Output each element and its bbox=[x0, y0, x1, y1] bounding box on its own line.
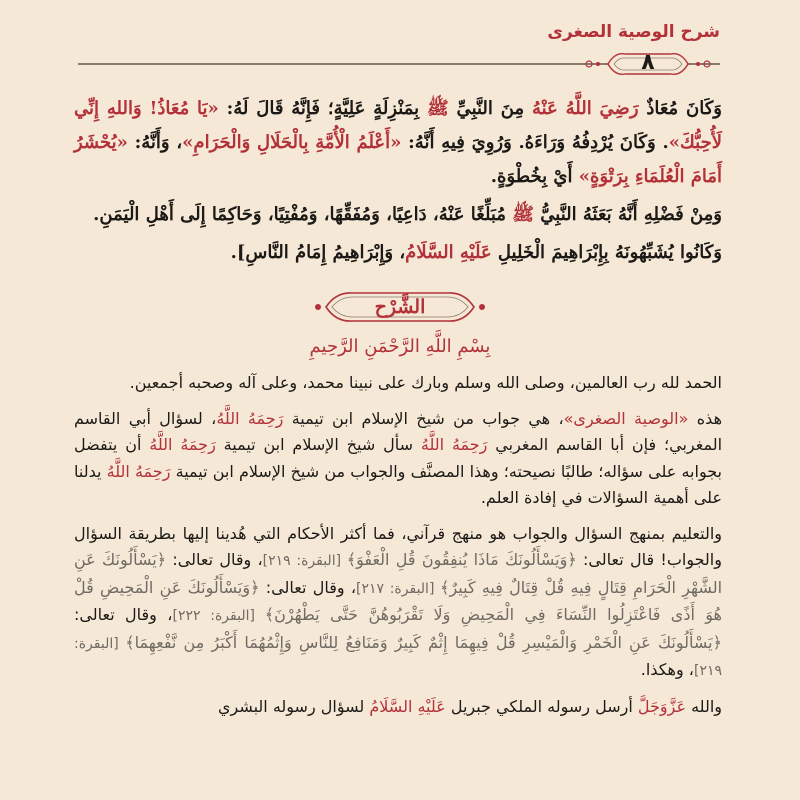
text-run: وَكَانُوا يُشَبِّهُونَهُ بِإِبْرَاهِيمَ الْخَلِيلِ bbox=[491, 242, 722, 263]
text-run: «يَا مُعَاذُ! وَاللهِ إِنِّي لَأُحِبُّكَ» bbox=[74, 98, 723, 153]
matn-text bbox=[74, 92, 722, 274]
text-run: رَحِمَهُ اللَّهُ bbox=[106, 461, 171, 481]
sharh-paragraph-4 bbox=[74, 694, 722, 721]
text-run: يدلنا على أهمية السؤالات في إفادة العلم. bbox=[74, 461, 722, 507]
sharh-title: الشَّرْح bbox=[374, 296, 426, 318]
text-run: [البقرة: ٢١٩] bbox=[262, 553, 347, 569]
text-run: [البقرة: ٢١٩] bbox=[74, 635, 722, 679]
text-run: ، وهكذا. bbox=[640, 660, 694, 679]
text-run: ، وقال تعالى: bbox=[166, 550, 263, 569]
text-run: أرسل رسوله الملكي جبريل bbox=[445, 696, 638, 716]
text-run: الحمد لله رب العالمين، وصلى الله وسلم وبارك على نبينا محمد، وعلى آله وصحبه أجمعين. bbox=[129, 373, 722, 392]
text-run: ﴿يَسْأَلُونَكَ عَنِ الشَّهْرِ الْحَرَامِ قِتَالٍ فِيهِ قُلْ قِتَالٌ فِيهِ كَبِيرٌ﴾ bbox=[74, 550, 723, 597]
text-run: ، وقال تعالى: bbox=[259, 577, 357, 597]
text-run: ﴿وَيَسْأَلُونَكَ مَاذَا يُنفِقُونَ قُلِ الْعَفْوَ﴾ bbox=[346, 550, 577, 569]
sharh-text bbox=[74, 370, 722, 729]
page-number: ٨ bbox=[641, 50, 655, 75]
text-run: «الوصية الصغرى» bbox=[563, 408, 689, 428]
text-run: ، وَأَنَّهُ: bbox=[127, 132, 183, 153]
matn-paragraph-3 bbox=[74, 236, 722, 270]
matn-paragraph-1 bbox=[74, 92, 722, 194]
text-run: . وَكَانَ يُرْدِفُهُ وَرَاءَهُ. وَرُوِيَ فِيهِ أَنَّهُ: bbox=[401, 132, 669, 153]
text-run: أن يتفضل بجوابه على سؤاله؛ طالبًا نصيحته؛ وهذا المصنَّف والجواب من شيخ الإسلام ابن تيمية bbox=[74, 435, 723, 481]
text-run: ﷺ bbox=[426, 98, 449, 119]
sharh-heading-cartouche bbox=[312, 290, 488, 324]
text-run: رَحِمَهُ اللَّهُ bbox=[420, 435, 488, 454]
text-run: وَكَانَ مُعَاذٌ bbox=[638, 98, 722, 119]
text-run: والله bbox=[685, 696, 722, 716]
text-run: سأل شيخ الإسلام ابن تيمية bbox=[215, 435, 421, 454]
text-run: أَيْ بِخُطْوَةٍ. bbox=[490, 166, 579, 187]
text-run: ، لسؤال أبي القاسم المغربي؛ فإن أبا القاسم المغربي bbox=[74, 408, 723, 454]
text-run: مِنَ النَّبِيِّ bbox=[448, 98, 532, 119]
text-run: مُبَلِّغًا عَنْهُ، دَاعِيًا، وَمُفَقِّهًا، وَمُفْتِيًا، وَحَاكِمًا إِلَى أَهْلِ الْيَمَنِ. bbox=[93, 204, 513, 225]
text-run: لسؤال رسوله البشري bbox=[217, 696, 370, 716]
text-run: رَضِيَ اللَّهُ عَنْهُ bbox=[531, 98, 639, 119]
text-run: هذه bbox=[688, 408, 723, 428]
matn-paragraph-2 bbox=[74, 198, 722, 232]
text-run: رَحِمَهُ اللَّهُ bbox=[216, 408, 284, 428]
text-run: ، وَإِبْرَاهِيمُ إِمَامُ النَّاسِ]. bbox=[230, 242, 406, 263]
text-run: «أَعْلَمُ الْأُمَّةِ بِالْحَلَالِ وَالْحَرَامِ» bbox=[182, 132, 402, 153]
running-title: شرح الوصية الصغرى bbox=[547, 22, 720, 42]
text-run: ﷺ bbox=[512, 204, 535, 225]
sharh-paragraph-1 bbox=[74, 370, 722, 397]
text-run: عَلَيْهِ السَّلَامُ bbox=[369, 696, 446, 716]
text-run: [البقرة: ٢٢٢] bbox=[172, 608, 265, 624]
text-run: «يُحْشَرُ أَمَامَ الْعُلَمَاءِ بِرَتْوَةٍ» bbox=[74, 132, 722, 187]
text-run: ﴿يَسْأَلُونَكَ عَنِ الْخَمْرِ وَالْمَيْسِرِ قُلْ فِيهِمَا إِثْمٌ كَبِيرٌ وَمَنَافِعُ لِلنَّاسِ وَإِثْمُهُمَا أَكْبَرُ مِن نَّفْعِهِمَا﴾ bbox=[125, 632, 723, 652]
basmala: بِسْمِ اللَّهِ الرَّحْمَنِ الرَّحِيمِ bbox=[309, 336, 491, 357]
sharh-paragraph-3 bbox=[74, 521, 722, 685]
text-run: بِمَنْزِلَةٍ عَلِيَّةٍ؛ فَإِنَّهُ قَالَ لَهُ: bbox=[218, 98, 427, 119]
text-run: [البقرة: ٢١٧] bbox=[356, 580, 441, 597]
text-run: ، وقال تعالى: bbox=[74, 605, 173, 624]
text-run: ، هي جواب من شيخ الإسلام ابن تيمية bbox=[283, 408, 564, 428]
text-run: وَمِنْ فَضْلِهِ أَنَّهُ بَعَثَهُ النَّبِيُّ bbox=[534, 204, 722, 225]
text-run: عَلَيْهِ السَّلَامُ bbox=[405, 242, 492, 263]
text-run: رَحِمَهُ اللَّهُ bbox=[149, 435, 216, 454]
text-run: والتعليم بمنهج السؤال والجواب هو منهج قرآني، فما أكثر الأحكام التي هُدينا إليها بطريقة السؤال والجواب! قال تعالى: bbox=[74, 523, 722, 569]
text-run: ﴿وَيَسْأَلُونَكَ عَنِ الْمَحِيضِ قُلْ هُوَ أَذًى فَاعْتَزِلُوا النِّسَاءَ فِي الْمَحِيضِ وَلَا تَقْرَبُوهُنَّ حَتَّى يَطْهُرْنَ﴾ bbox=[74, 577, 722, 624]
sharh-paragraph-2 bbox=[74, 406, 722, 512]
text-run: عَزَّوَجَلَّ bbox=[637, 696, 686, 716]
